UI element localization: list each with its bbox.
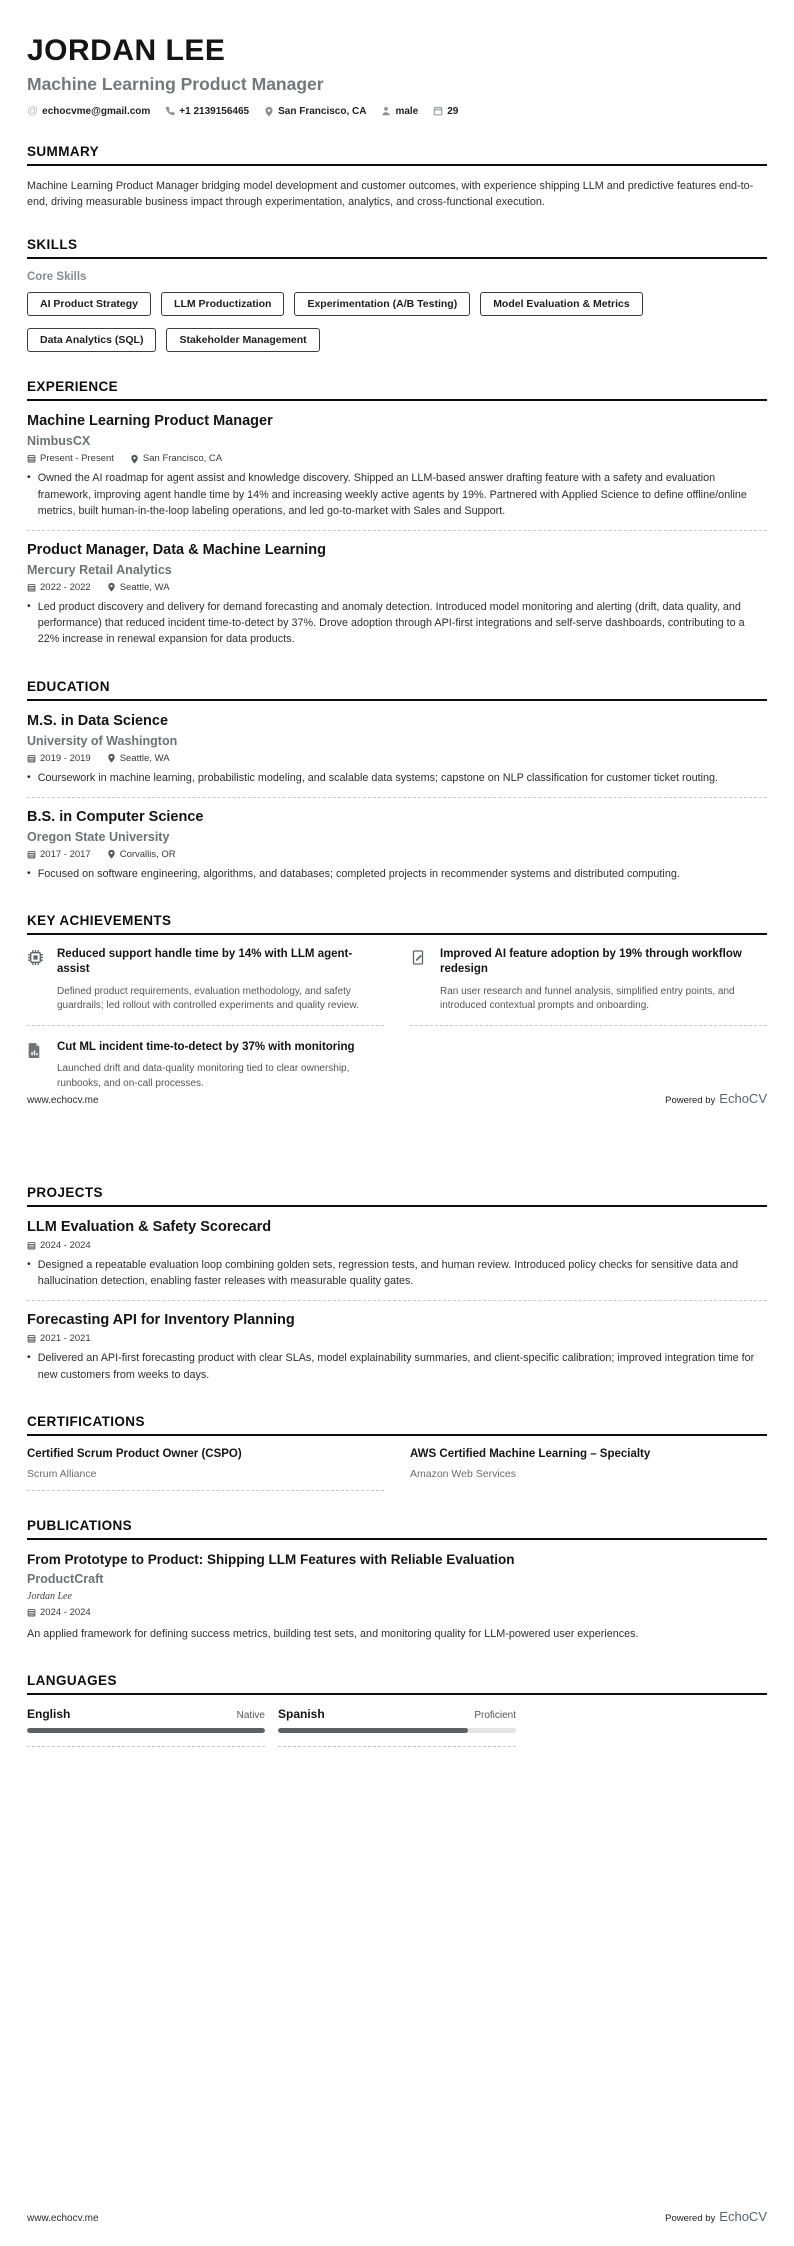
contact-email[interactable] xyxy=(27,105,150,117)
skill-chip: Data Analytics (SQL) xyxy=(27,328,156,352)
achievement-description: Ran user research and funnel analysis, simplified entry points, and introduced contextual prompts and onboarding. xyxy=(440,985,735,1012)
experience-dates: Present - Present xyxy=(27,453,114,464)
contact-phone[interactable] xyxy=(165,106,249,117)
publications-section xyxy=(27,1518,767,1646)
summary-heading: SUMMARY xyxy=(27,144,767,166)
experience-title: Product Manager, Data & Machine Learning xyxy=(27,541,326,558)
bullet-marker: • xyxy=(27,770,31,783)
achievement-title: Improved AI feature adoption by 19% through workflow redesign xyxy=(440,947,742,976)
certification-item xyxy=(27,1448,384,1491)
contact-email-text: echocvme@gmail.com xyxy=(42,105,151,117)
bullet-marker: • xyxy=(27,866,31,879)
publication-author: Jordan Lee xyxy=(27,1590,72,1602)
location-pin-icon xyxy=(107,582,116,592)
language-item xyxy=(278,1707,516,1747)
language-proficiency-fill xyxy=(27,1728,265,1733)
experience-bullet: • Owned the AI roadmap for agent assist and knowledge discovery. Shipped an LLM-based answer drafting feature with a safety and evaluation framework, improving agent handle time by 14% and increasing weekly active agents by 19%. Partnered with Applied Science to define offline/online metrics, built human-in-the-loop labeling operations, and led go-to-market with Sales and Support. xyxy=(27,470,767,519)
education-section xyxy=(27,679,767,886)
publication-description: An applied framework for defining success metrics, building test sets, and monitoring quality for LLM-powered user experiences. xyxy=(27,1627,639,1640)
publication-meta xyxy=(27,1607,767,1618)
skill-chip: AI Product Strategy xyxy=(27,292,151,316)
bullet-marker: • xyxy=(27,1258,31,1270)
project-dates: 2024 - 2024 xyxy=(27,1240,91,1251)
page-footer xyxy=(27,2209,767,2230)
achievement-description: Defined product requirements, evaluation methodology, and safety guardrails; led rollout with controlled experiments and quality review. xyxy=(57,985,359,1012)
education-dates: 2017 - 2017 xyxy=(27,849,91,860)
experience-heading: EXPERIENCE xyxy=(27,379,767,401)
experience-company: Mercury Retail Analytics xyxy=(27,562,172,577)
location-pin-icon xyxy=(130,454,139,464)
contact-row xyxy=(27,105,767,117)
device-pen-icon xyxy=(410,947,440,966)
experience-location: San Francisco, CA xyxy=(130,453,222,464)
footer-powered-by: Powered by EchoCV xyxy=(665,2209,767,2224)
echocv-brand: EchoCV xyxy=(719,1091,767,1107)
publication-entry xyxy=(27,1552,767,1642)
publication-title: From Prototype to Product: Shipping LLM Features with Reliable Evaluation xyxy=(27,1551,515,1567)
language-name: English xyxy=(27,1706,71,1721)
email-icon: @ xyxy=(27,105,39,117)
resume-header xyxy=(27,34,767,117)
project-bullet: • Delivered an API-first forecasting product with clear SLAs, model explainability summaries, and client-specific calibration; improved integration time for new customers from weeks to days. xyxy=(27,1350,767,1382)
publication-dates: 2024 - 2024 xyxy=(27,1607,91,1618)
language-name: Spanish xyxy=(278,1706,325,1721)
project-meta xyxy=(27,1240,767,1251)
phone-icon xyxy=(165,106,175,116)
certifications-section xyxy=(27,1414,767,1491)
certifications-heading: CERTIFICATIONS xyxy=(27,1414,767,1436)
experience-bullet: • Led product discovery and delivery for demand forecasting and anomaly detection. Introduced model monitoring and alerting (drift, data quality, and performance) that reduced incident time-to-detect by 37%. Drove adoption through API-first integrations and self-serve dashboards, contributing to a 22% increase in renewal expansion for data products. xyxy=(27,599,767,648)
language-proficiency-fill xyxy=(278,1728,468,1733)
education-meta xyxy=(27,753,767,764)
experience-entry xyxy=(27,413,767,531)
calendar-icon xyxy=(27,454,36,463)
education-degree: B.S. in Computer Science xyxy=(27,808,204,825)
calendar-icon xyxy=(27,754,36,763)
location-pin-icon xyxy=(107,849,116,859)
education-location: Seattle, WA xyxy=(107,753,170,764)
calendar-icon xyxy=(27,1241,36,1250)
location-pin-icon xyxy=(107,753,116,763)
certification-issuer: Scrum Alliance xyxy=(27,1467,97,1480)
footer-powered-by: Powered by EchoCV xyxy=(665,1091,767,1107)
education-heading: EDUCATION xyxy=(27,679,767,701)
achievement-item xyxy=(27,947,384,1026)
chip-icon xyxy=(27,947,57,966)
language-item xyxy=(27,1707,265,1747)
education-meta xyxy=(27,849,767,860)
bullet-marker: • xyxy=(27,599,31,612)
achievements-section xyxy=(27,913,767,1092)
summary-text: Machine Learning Product Manager bridging model development and customer outcomes, with experience shipping LLM and predictive features end-to-end, driving measurable business impact through experimentation, analytics, and cross-functional execution. xyxy=(27,180,754,209)
projects-section xyxy=(27,1185,767,1387)
projects-heading: PROJECTS xyxy=(27,1185,767,1207)
education-degree: M.S. in Data Science xyxy=(27,712,169,729)
contact-phone-text: +1 2139156465 xyxy=(179,105,250,117)
language-level: Proficient xyxy=(474,1709,516,1721)
experience-meta xyxy=(27,582,767,593)
project-entry xyxy=(27,1219,767,1301)
project-meta xyxy=(27,1333,767,1344)
bullet-marker: • xyxy=(27,1351,31,1364)
skills-section xyxy=(27,237,767,352)
calendar-icon xyxy=(27,850,36,859)
education-school: University of Washington xyxy=(27,733,178,748)
experience-dates: 2022 - 2022 xyxy=(27,582,91,593)
project-dates: 2021 - 2021 xyxy=(27,1333,91,1344)
experience-location: Seattle, WA xyxy=(107,582,170,593)
publication-publisher: ProductCraft xyxy=(27,1571,104,1586)
footer-website-link[interactable]: www.echocv.me xyxy=(27,2213,99,2224)
contact-age xyxy=(433,106,458,117)
education-location: Corvallis, OR xyxy=(107,849,176,860)
achievement-item xyxy=(27,1040,384,1092)
education-entry xyxy=(27,809,767,882)
calendar-icon xyxy=(27,1334,36,1343)
experience-section xyxy=(27,379,767,651)
person-icon xyxy=(381,106,391,116)
project-title: LLM Evaluation & Safety Scorecard xyxy=(27,1219,272,1235)
languages-section xyxy=(27,1673,767,1747)
experience-company: NimbusCX xyxy=(27,434,91,449)
language-level: Native xyxy=(236,1709,265,1721)
skill-chip: Model Evaluation & Metrics xyxy=(480,292,643,316)
skill-chip: LLM Productization xyxy=(161,292,284,316)
publications-heading: PUBLICATIONS xyxy=(27,1518,767,1540)
candidate-name: JORDAN LEE xyxy=(27,34,226,67)
language-proficiency-bar xyxy=(27,1728,265,1733)
experience-title: Machine Learning Product Manager xyxy=(27,413,273,430)
languages-heading: LANGUAGES xyxy=(27,1673,767,1695)
contact-gender xyxy=(381,106,418,117)
experience-meta xyxy=(27,453,767,464)
skill-chip: Stakeholder Management xyxy=(166,328,319,352)
calendar-icon xyxy=(27,1608,36,1617)
achievement-item xyxy=(410,947,767,1026)
skills-heading: SKILLS xyxy=(27,237,767,259)
achievement-title: Cut ML incident time-to-detect by 37% with monitoring xyxy=(57,1040,355,1053)
contact-location-text: San Francisco, CA xyxy=(278,105,367,117)
contact-location xyxy=(264,106,366,117)
education-dates: 2019 - 2019 xyxy=(27,753,91,764)
achievements-heading: KEY ACHIEVEMENTS xyxy=(27,913,767,935)
education-entry xyxy=(27,713,767,798)
chart-document-icon xyxy=(27,1040,57,1059)
resume-page-2 xyxy=(0,1123,794,2246)
contact-gender-text: male xyxy=(395,105,419,117)
project-title: Forecasting API for Inventory Planning xyxy=(27,1312,295,1329)
candidate-title: Machine Learning Product Manager xyxy=(27,74,324,94)
certification-item xyxy=(410,1448,767,1480)
location-pin-icon xyxy=(264,106,274,117)
certification-title: AWS Certified Machine Learning – Specialty xyxy=(410,1447,651,1460)
language-proficiency-bar xyxy=(278,1728,516,1733)
certification-issuer: Amazon Web Services xyxy=(410,1467,517,1480)
footer-website-link[interactable]: www.echocv.me xyxy=(27,1095,99,1107)
education-bullet: • Focused on software engineering, algorithms, and databases; completed projects in recommender systems and distributed computing. xyxy=(27,866,767,882)
languages-grid xyxy=(27,1707,767,1747)
project-bullet: • Designed a repeatable evaluation loop combining golden sets, regression tests, and human review. Introduced policy checks for sensitive data and hallucination detection, enabling faster releases with measurable quality gates. xyxy=(27,1257,767,1289)
echocv-brand: EchoCV xyxy=(719,2209,767,2224)
education-school: Oregon State University xyxy=(27,829,170,844)
calendar-icon xyxy=(27,583,36,592)
summary-section xyxy=(27,144,767,210)
skills-group-label: Core Skills xyxy=(27,271,87,284)
achievement-description: Launched drift and data-quality monitoring tied to clear ownership, runbooks, and on-call processes. xyxy=(57,1063,350,1089)
achievement-title: Reduced support handle time by 14% with LLM agent-assist xyxy=(57,947,353,976)
calendar-icon xyxy=(433,106,443,116)
page-footer xyxy=(27,1091,767,1112)
experience-entry xyxy=(27,542,767,648)
bullet-marker: • xyxy=(27,471,31,484)
certifications-grid xyxy=(27,1448,767,1491)
achievements-grid xyxy=(27,947,767,1092)
project-entry xyxy=(27,1312,767,1382)
contact-age-text: 29 xyxy=(447,105,459,117)
skill-chip: Experimentation (A/B Testing) xyxy=(294,292,470,316)
certification-title: Certified Scrum Product Owner (CSPO) xyxy=(27,1447,242,1460)
skills-chip-list xyxy=(27,292,767,352)
education-bullet: • Coursework in machine learning, probabilistic modeling, and scalable data systems; capstone on NLP classification for customer ticket routing. xyxy=(27,770,767,786)
